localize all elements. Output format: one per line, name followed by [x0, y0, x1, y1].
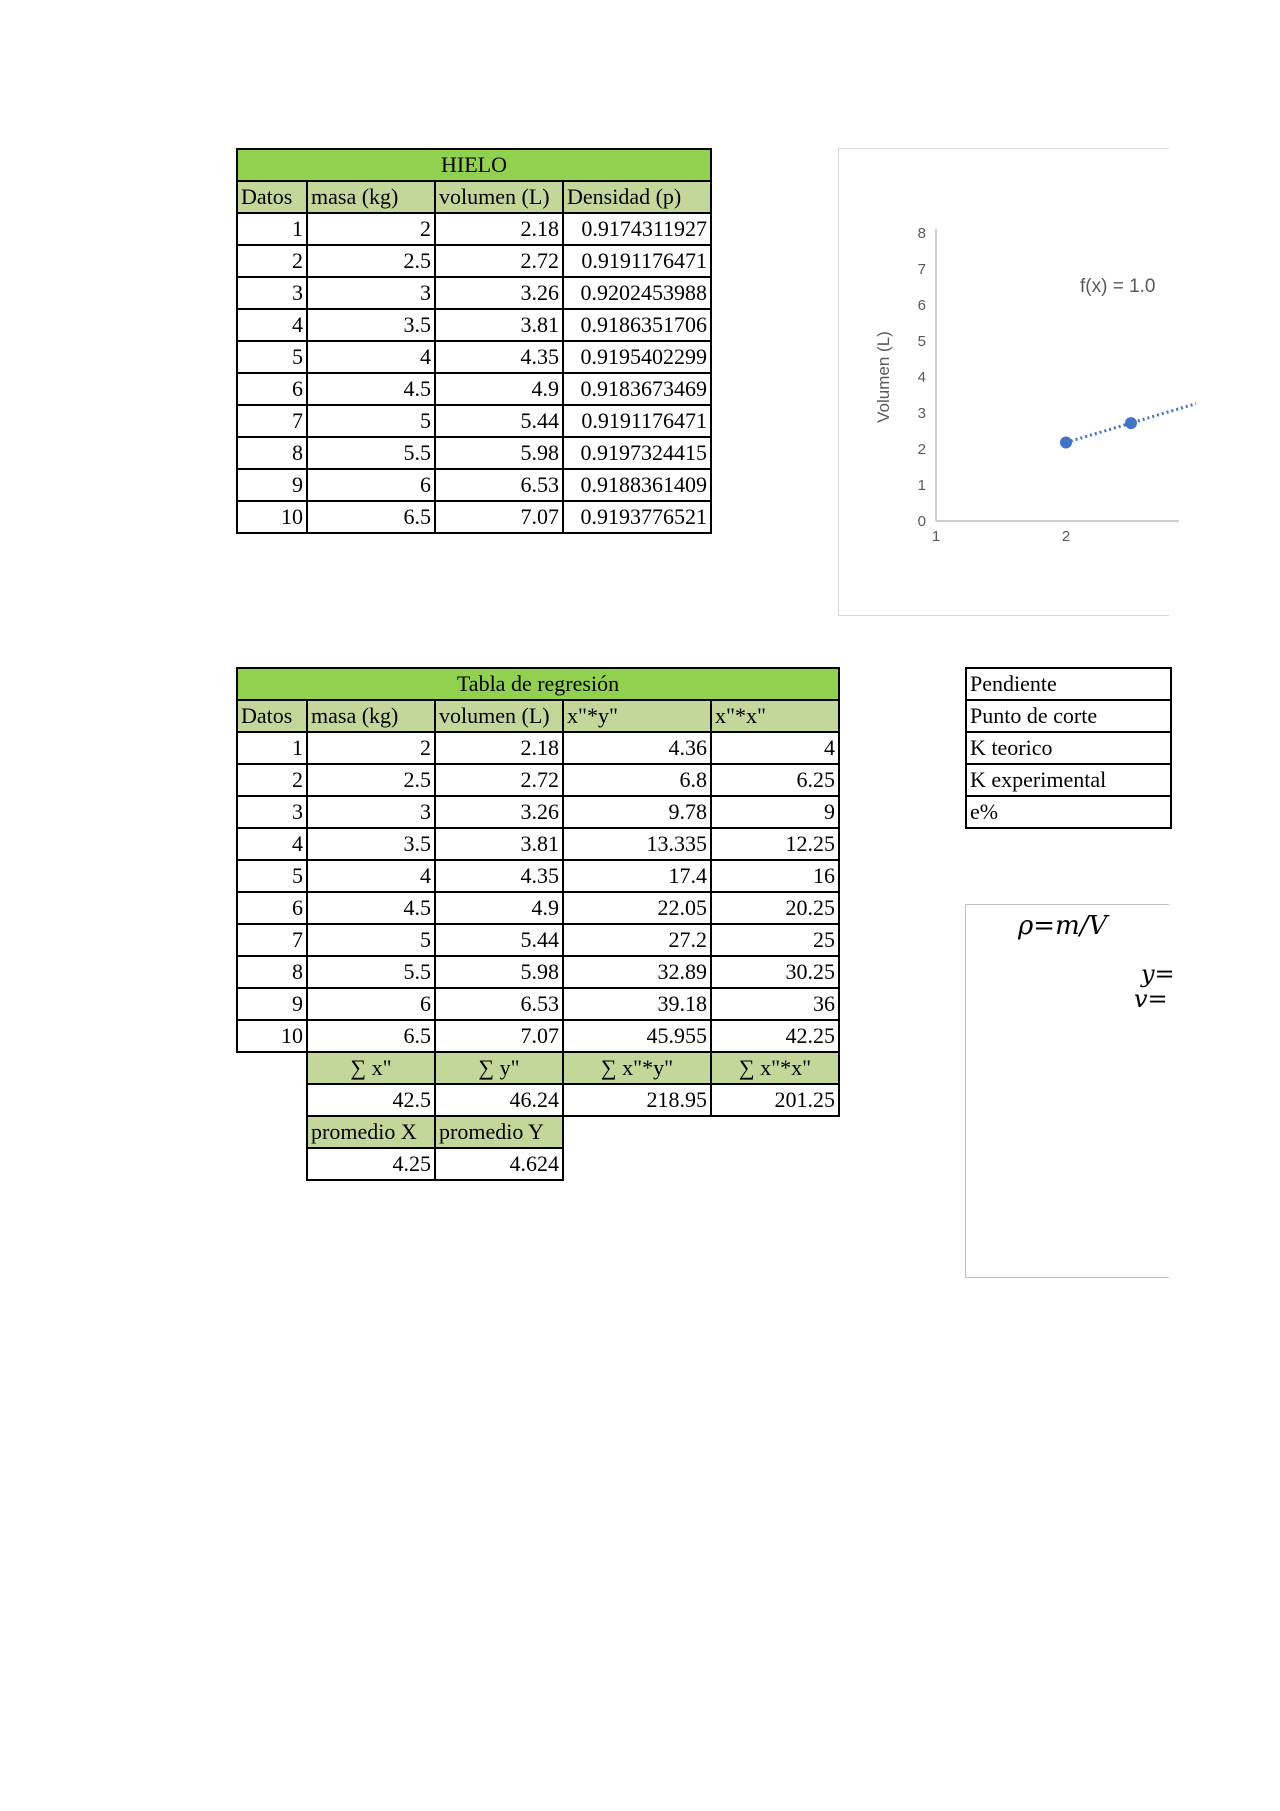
table-cell: 2	[237, 764, 307, 796]
table-cell: 25	[711, 924, 839, 956]
table-cell: 7.07	[435, 1020, 563, 1052]
table-cell: 6.5	[307, 501, 435, 533]
blank-cell	[237, 1116, 307, 1148]
hielo-header-cell: volumen (L)	[435, 181, 563, 213]
table-row	[237, 1020, 839, 1052]
table-row	[237, 341, 711, 373]
y-tick-label: 2	[917, 441, 926, 458]
table-cell: 6	[307, 469, 435, 501]
regression-body	[237, 732, 839, 1052]
table-cell: 0.9197324415	[563, 437, 711, 469]
table-row	[237, 437, 711, 469]
table-cell: 5.98	[435, 956, 563, 988]
table-row	[237, 988, 839, 1020]
table-cell: 45.955	[563, 1020, 711, 1052]
table-cell: 4.9	[435, 892, 563, 924]
table-cell: 39.18	[563, 988, 711, 1020]
avg-value-cell: 4.25	[307, 1148, 435, 1180]
summary-row	[237, 1116, 839, 1148]
table-cell: 0.9193776521	[563, 501, 711, 533]
regression-header-cell: x"*x"	[711, 700, 839, 732]
table-cell: 9.78	[563, 796, 711, 828]
blank-cell	[237, 1052, 307, 1084]
table-cell: 5	[237, 341, 307, 373]
table-cell: 2	[307, 732, 435, 764]
table-cell: 5	[307, 924, 435, 956]
blank-cell	[563, 1148, 711, 1180]
table-cell: 6.5	[307, 1020, 435, 1052]
table-cell: 7.07	[435, 501, 563, 533]
avg-value-cell: 4.624	[435, 1148, 563, 1180]
table-cell: 3	[237, 796, 307, 828]
table-cell: 0.9186351706	[563, 309, 711, 341]
table-cell: 2	[307, 213, 435, 245]
table-row	[237, 892, 839, 924]
summary-row	[237, 1052, 839, 1084]
summary-row	[237, 1148, 839, 1180]
table-cell: 6.53	[435, 988, 563, 1020]
table-cell: 5.44	[435, 405, 563, 437]
y-tick-label: 6	[917, 297, 926, 314]
table-cell: 0.9202453988	[563, 277, 711, 309]
results-label: K teorico	[966, 732, 1171, 764]
hielo-title: HIELO	[237, 149, 711, 181]
blank-cell	[711, 1116, 839, 1148]
hielo-header-cell: masa (kg)	[307, 181, 435, 213]
table-cell: 36	[711, 988, 839, 1020]
y-tick-label: 7	[917, 261, 926, 278]
y-tick-label: 8	[917, 225, 926, 242]
table-row	[237, 956, 839, 988]
table-cell: 22.05	[563, 892, 711, 924]
table-cell: 6.25	[711, 764, 839, 796]
table-row	[237, 245, 711, 277]
table-cell: 3	[237, 277, 307, 309]
table-row	[237, 764, 839, 796]
avg-header-cell: promedio Y	[435, 1116, 563, 1148]
table-cell: 0.9174311927	[563, 213, 711, 245]
formula-box	[965, 904, 1175, 1278]
table-cell: 1	[237, 732, 307, 764]
table-cell: 2.18	[435, 213, 563, 245]
regression-title: Tabla de regresión	[237, 668, 839, 700]
table-cell: 2.5	[307, 245, 435, 277]
table-cell: 13.335	[563, 828, 711, 860]
formula-y-line: y=	[1141, 960, 1175, 988]
table-cell: 4	[307, 860, 435, 892]
table-cell: 0.9191176471	[563, 245, 711, 277]
hielo-header-cell: Densidad (p)	[563, 181, 711, 213]
table-cell: 3.26	[435, 796, 563, 828]
results-label: K experimental	[966, 764, 1171, 796]
regression-header-cell: volumen (L)	[435, 700, 563, 732]
sum-header-cell: ∑ y"	[435, 1052, 563, 1084]
table-cell: 32.89	[563, 956, 711, 988]
formula-v-line: v=	[1134, 985, 1168, 1013]
table-row	[237, 373, 711, 405]
x-tick-label: 1	[931, 528, 941, 545]
hielo-header-cell: Datos	[237, 181, 307, 213]
regression-header-cell: Datos	[237, 700, 307, 732]
table-cell: 3.81	[435, 828, 563, 860]
table-cell: 4.36	[563, 732, 711, 764]
avg-header-cell: promedio X	[307, 1116, 435, 1148]
blank-cell	[711, 1148, 839, 1180]
table-cell: 4.5	[307, 373, 435, 405]
table-cell: 8	[237, 437, 307, 469]
table-cell: 4.5	[307, 892, 435, 924]
y-tick-label: 3	[917, 405, 926, 422]
sum-value-cell: 46.24	[435, 1084, 563, 1116]
table-cell: 3	[307, 796, 435, 828]
table-cell: 6	[237, 892, 307, 924]
table-cell: 1	[237, 213, 307, 245]
table-cell: 17.4	[563, 860, 711, 892]
table-cell: 42.25	[711, 1020, 839, 1052]
regression-summary	[237, 1052, 839, 1180]
results-table	[965, 667, 1172, 829]
table-row	[237, 796, 839, 828]
table-cell: 6.8	[563, 764, 711, 796]
volume-chart	[838, 148, 1169, 616]
table-row	[237, 277, 711, 309]
table-cell: 2.72	[435, 764, 563, 796]
regression-table	[236, 667, 840, 1181]
results-row	[966, 764, 1171, 796]
results-row	[966, 732, 1171, 764]
hielo-header-row	[237, 181, 711, 213]
table-cell: 4	[307, 341, 435, 373]
table-row	[237, 860, 839, 892]
table-row	[237, 469, 711, 501]
table-row	[237, 828, 839, 860]
table-cell: 4	[237, 828, 307, 860]
table-row	[237, 732, 839, 764]
table-cell: 6	[307, 988, 435, 1020]
sum-header-cell: ∑ x"	[307, 1052, 435, 1084]
table-cell: 9	[711, 796, 839, 828]
table-cell: 5.44	[435, 924, 563, 956]
sum-value-cell: 42.5	[307, 1084, 435, 1116]
results-row	[966, 668, 1171, 700]
table-cell: 5	[307, 405, 435, 437]
y-tick-label: 4	[917, 369, 926, 386]
table-cell: 2.18	[435, 732, 563, 764]
results-label: Punto de corte	[966, 700, 1171, 732]
results-label: e%	[966, 796, 1171, 828]
table-cell: 3	[307, 277, 435, 309]
table-cell: 5.5	[307, 956, 435, 988]
table-cell: 9	[237, 988, 307, 1020]
sum-value-cell: 201.25	[711, 1084, 839, 1116]
y-tick-label: 1	[917, 477, 926, 494]
hielo-body	[237, 213, 711, 533]
data-point	[1060, 437, 1072, 449]
table-cell: 9	[237, 469, 307, 501]
table-cell: 3.5	[307, 309, 435, 341]
blank-cell	[563, 1116, 711, 1148]
blank-cell	[237, 1148, 307, 1180]
table-cell: 5.98	[435, 437, 563, 469]
x-tick-label: 2	[1061, 528, 1071, 545]
table-cell: 2.72	[435, 245, 563, 277]
table-cell: 0.9195402299	[563, 341, 711, 373]
table-cell: 4.9	[435, 373, 563, 405]
table-cell: 5	[237, 860, 307, 892]
table-cell: 4.35	[435, 860, 563, 892]
table-row	[237, 309, 711, 341]
table-cell: 5.5	[307, 437, 435, 469]
table-cell: 7	[237, 405, 307, 437]
table-row	[237, 924, 839, 956]
table-cell: 20.25	[711, 892, 839, 924]
regression-header-cell: x"*y"	[563, 700, 711, 732]
blank-cell	[237, 1084, 307, 1116]
table-cell: 4	[711, 732, 839, 764]
table-cell: 4	[237, 309, 307, 341]
trendline-equation: f(x) = 1.0	[1080, 276, 1156, 297]
table-cell: 7	[237, 924, 307, 956]
results-row	[966, 700, 1171, 732]
table-cell: 10	[237, 1020, 307, 1052]
table-cell: 0.9188361409	[563, 469, 711, 501]
table-row	[237, 213, 711, 245]
chart-plot-area	[839, 149, 1169, 615]
table-cell: 27.2	[563, 924, 711, 956]
regression-header-cell: masa (kg)	[307, 700, 435, 732]
table-cell: 3.26	[435, 277, 563, 309]
table-row	[237, 405, 711, 437]
results-label: Pendiente	[966, 668, 1171, 700]
table-cell: 6	[237, 373, 307, 405]
table-cell: 16	[711, 860, 839, 892]
table-cell: 3.81	[435, 309, 563, 341]
table-cell: 30.25	[711, 956, 839, 988]
regression-header-row	[237, 700, 839, 732]
table-cell: 6.53	[435, 469, 563, 501]
table-row	[237, 501, 711, 533]
sum-header-cell: ∑ x"*y"	[563, 1052, 711, 1084]
y-axis-title: Volumen (L)	[874, 331, 893, 423]
table-cell: 2.5	[307, 764, 435, 796]
summary-row	[237, 1084, 839, 1116]
results-row	[966, 796, 1171, 828]
table-cell: 10	[237, 501, 307, 533]
y-tick-label: 5	[917, 333, 926, 350]
table-cell: 2	[237, 245, 307, 277]
table-cell: 12.25	[711, 828, 839, 860]
data-point	[1125, 417, 1137, 429]
table-cell: 0.9183673469	[563, 373, 711, 405]
sum-header-cell: ∑ x"*x"	[711, 1052, 839, 1084]
table-cell: 4.35	[435, 341, 563, 373]
table-cell: 3.5	[307, 828, 435, 860]
table-cell: 0.9191176471	[563, 405, 711, 437]
y-tick-label: 0	[917, 513, 926, 530]
sum-value-cell: 218.95	[563, 1084, 711, 1116]
table-cell: 8	[237, 956, 307, 988]
density-formula: ρ=m/V	[1018, 911, 1108, 941]
hielo-table	[236, 148, 712, 534]
